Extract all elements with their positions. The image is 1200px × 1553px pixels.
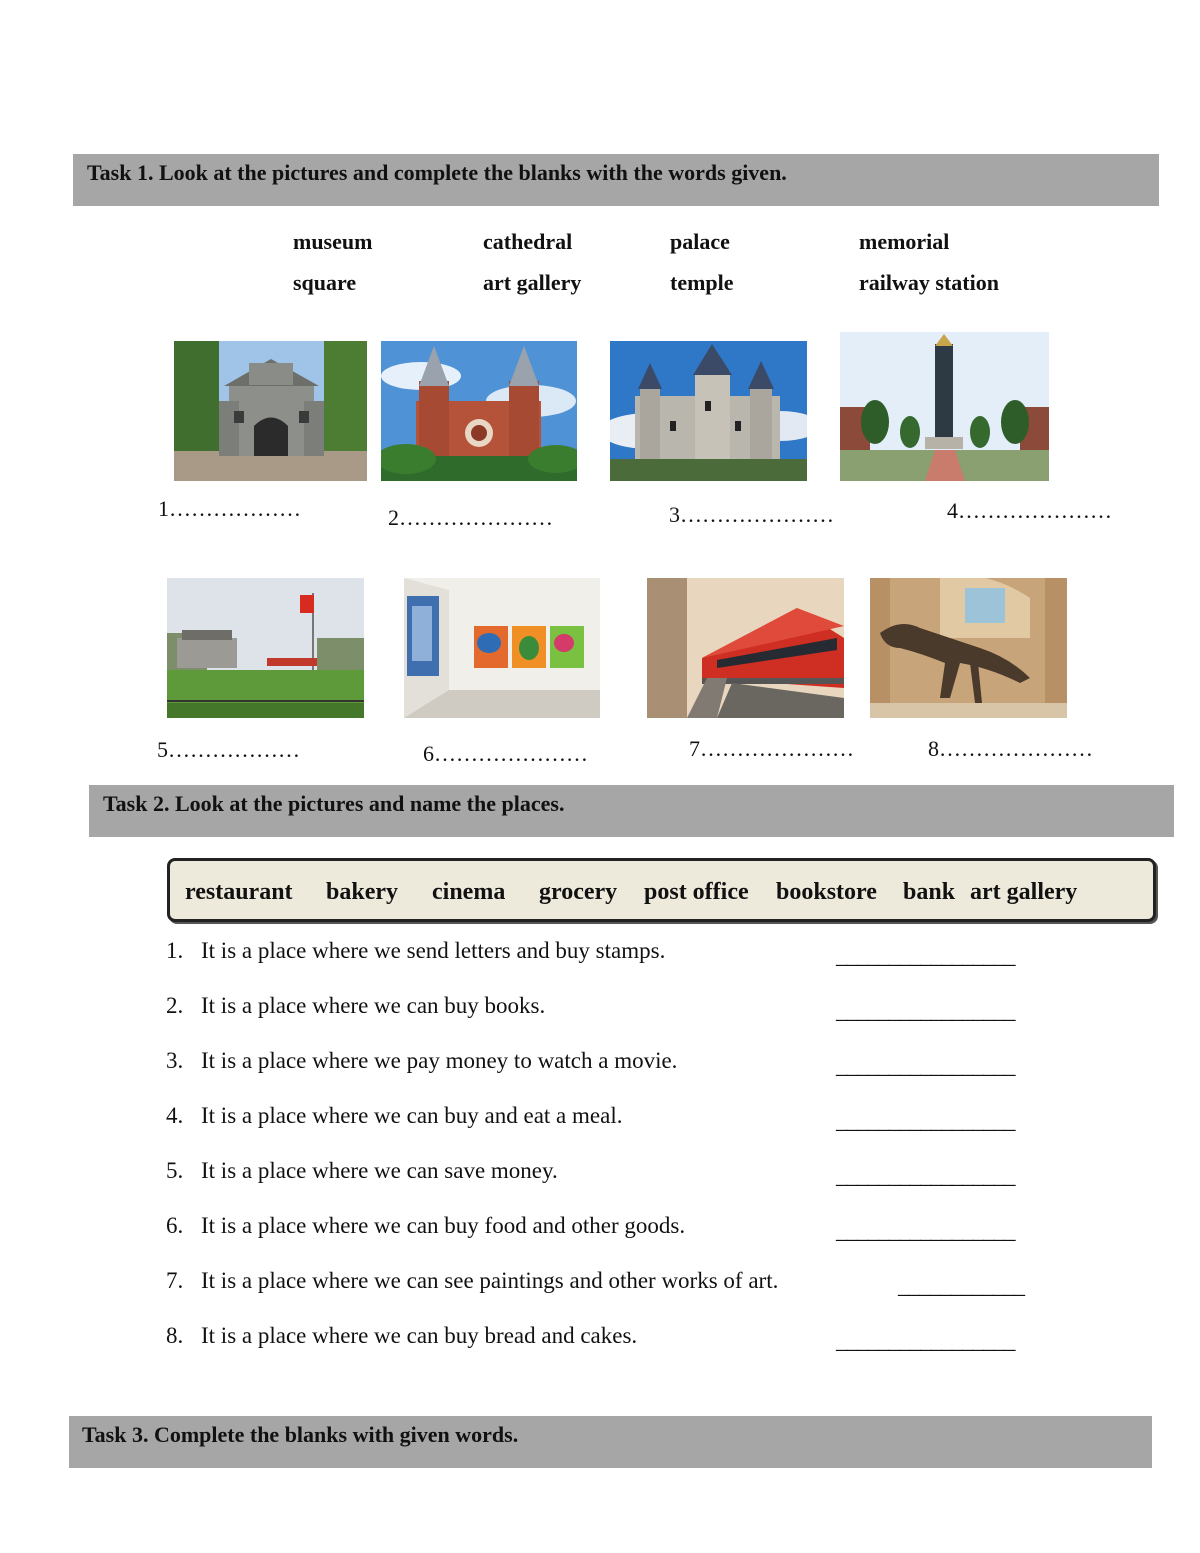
answer-line-6[interactable]: _________________: [836, 1218, 1015, 1243]
task2-word: post office: [644, 879, 749, 905]
task1-word: museum: [293, 229, 373, 254]
dinosaur-skeleton-museum-photo: [870, 578, 1067, 718]
question-number: 1.: [166, 938, 184, 963]
answer-blank-1[interactable]: 1………………: [158, 496, 301, 521]
task1-title: Task 1. Look at the pictures and complete the blanks with the words given.: [73, 154, 1159, 206]
task2-word: grocery: [539, 879, 618, 905]
task2-title: Task 2. Look at the pictures and name the places.: [89, 785, 1174, 837]
question-text: It is a place where we can save money.: [201, 1158, 558, 1183]
question-text: It is a place where we can buy books.: [201, 993, 546, 1018]
answer-line-1[interactable]: _________________: [836, 943, 1015, 968]
question-5: [166, 1158, 558, 1184]
answer-line-2[interactable]: _________________: [836, 998, 1015, 1023]
answer-blank-7[interactable]: 7…………………: [689, 736, 854, 761]
question-number: 8.: [166, 1323, 184, 1348]
question-6: [166, 1213, 685, 1239]
question-text: It is a place where we pay money to watch a movie.: [201, 1048, 678, 1073]
task1-word: art gallery: [483, 270, 582, 295]
answer-blank-8[interactable]: 8…………………: [928, 736, 1093, 761]
red-train-station-photo: [647, 578, 844, 718]
question-1: [166, 938, 665, 964]
task2-word: bank: [903, 879, 956, 905]
answer-line-5[interactable]: _________________: [836, 1163, 1015, 1188]
answer-blank-3[interactable]: 3…………………: [669, 502, 834, 527]
answer-blank-2[interactable]: 2…………………: [388, 505, 553, 530]
task1-word: temple: [670, 270, 734, 295]
question-number: 5.: [166, 1158, 184, 1183]
question-number: 7.: [166, 1268, 184, 1293]
question-number: 6.: [166, 1213, 184, 1238]
mausoleum-square-photo: [167, 578, 364, 718]
task2-word-bank: [167, 858, 1156, 922]
task1-word: palace: [670, 229, 730, 254]
question-number: 4.: [166, 1103, 184, 1128]
art-gallery-photo: [404, 578, 600, 718]
answer-line-4[interactable]: _________________: [836, 1108, 1015, 1133]
task2-word: restaurant: [185, 879, 293, 905]
question-8: [166, 1323, 637, 1349]
task1-word: memorial: [859, 229, 950, 254]
question-text: It is a place where we can buy and eat a meal.: [201, 1103, 623, 1128]
answer-line-8[interactable]: _________________: [836, 1328, 1015, 1353]
answer-blank-5[interactable]: 5………………: [157, 737, 300, 762]
temple-gate-photo: [174, 341, 367, 481]
task2-word: bookstore: [776, 879, 877, 905]
task1-word: cathedral: [483, 229, 573, 254]
question-7: [166, 1268, 778, 1294]
question-number: 3.: [166, 1048, 184, 1073]
question-text: It is a place where we can buy food and other goods.: [201, 1213, 686, 1238]
question-text: It is a place where we can see paintings and other works of art.: [201, 1268, 779, 1293]
answer-line-3[interactable]: _________________: [836, 1053, 1015, 1078]
castle-palace-photo: [610, 341, 807, 481]
question-text: It is a place where we can buy bread and cakes.: [201, 1323, 638, 1348]
question-4: [166, 1103, 622, 1129]
task1-word: railway station: [859, 270, 999, 295]
answer-blank-6[interactable]: 6…………………: [423, 741, 588, 766]
task2-word: art gallery: [970, 879, 1078, 905]
cathedral-photo: [381, 341, 577, 481]
question-number: 2.: [166, 993, 184, 1018]
task2-word: bakery: [326, 879, 398, 905]
answer-line-7[interactable]: ____________: [898, 1273, 1024, 1298]
task1-word: square: [293, 270, 357, 295]
question-text: It is a place where we send letters and buy stamps.: [201, 938, 666, 963]
task2-word: cinema: [432, 879, 506, 905]
answer-blank-4[interactable]: 4…………………: [947, 498, 1112, 523]
memorial-monument-photo: [840, 332, 1049, 481]
question-2: [166, 993, 545, 1019]
task3-title: Task 3. Complete the blanks with given words.: [69, 1416, 1152, 1468]
question-3: [166, 1048, 677, 1074]
